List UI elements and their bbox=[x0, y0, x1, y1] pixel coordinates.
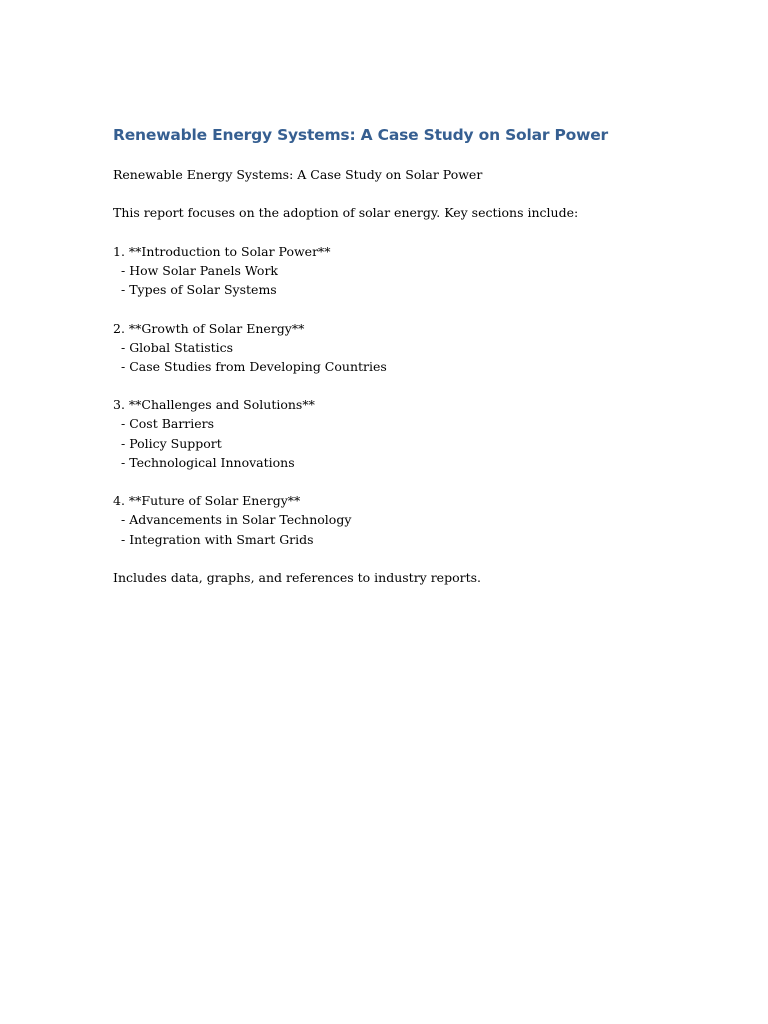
section-title: 1. **Introduction to Solar Power** bbox=[113, 243, 331, 259]
section-4 bbox=[113, 491, 673, 549]
document-heading: Renewable Energy Systems: A Case Study on Solar Power bbox=[113, 126, 609, 144]
document-body bbox=[113, 124, 673, 587]
closing-paragraph: Includes data, graphs, and references to industry reports. bbox=[113, 569, 481, 585]
paragraph-spacer bbox=[113, 223, 673, 242]
paragraph-spacer bbox=[113, 184, 673, 203]
section-item: - Case Studies from Developing Countries bbox=[121, 358, 387, 374]
section-item: - Integration with Smart Grids bbox=[121, 531, 314, 547]
section-1 bbox=[113, 242, 673, 300]
section-item: - Cost Barriers bbox=[121, 416, 215, 432]
intro-paragraph: This report focuses on the adoption of solar energy. Key sections include: bbox=[113, 205, 579, 221]
section-3 bbox=[113, 395, 673, 472]
section-item: - Policy Support bbox=[121, 435, 222, 451]
section-title: 3. **Challenges and Solutions** bbox=[113, 397, 315, 413]
section-item: - How Solar Panels Work bbox=[121, 262, 278, 278]
section-title: 4. **Future of Solar Energy** bbox=[113, 493, 301, 509]
paragraph-spacer bbox=[113, 472, 673, 491]
section-2 bbox=[113, 319, 673, 377]
section-item: - Global Statistics bbox=[121, 339, 234, 355]
section-title: 2. **Growth of Solar Energy** bbox=[113, 320, 305, 336]
section-item: - Advancements in Solar Technology bbox=[121, 512, 352, 528]
paragraph-spacer bbox=[113, 549, 673, 568]
paragraph-spacer bbox=[113, 299, 673, 318]
paragraph-spacer bbox=[113, 376, 673, 395]
document-subtitle: Renewable Energy Systems: A Case Study on Solar Power bbox=[113, 167, 483, 182]
section-item: - Technological Innovations bbox=[121, 454, 295, 470]
section-item: - Types of Solar Systems bbox=[121, 282, 277, 298]
